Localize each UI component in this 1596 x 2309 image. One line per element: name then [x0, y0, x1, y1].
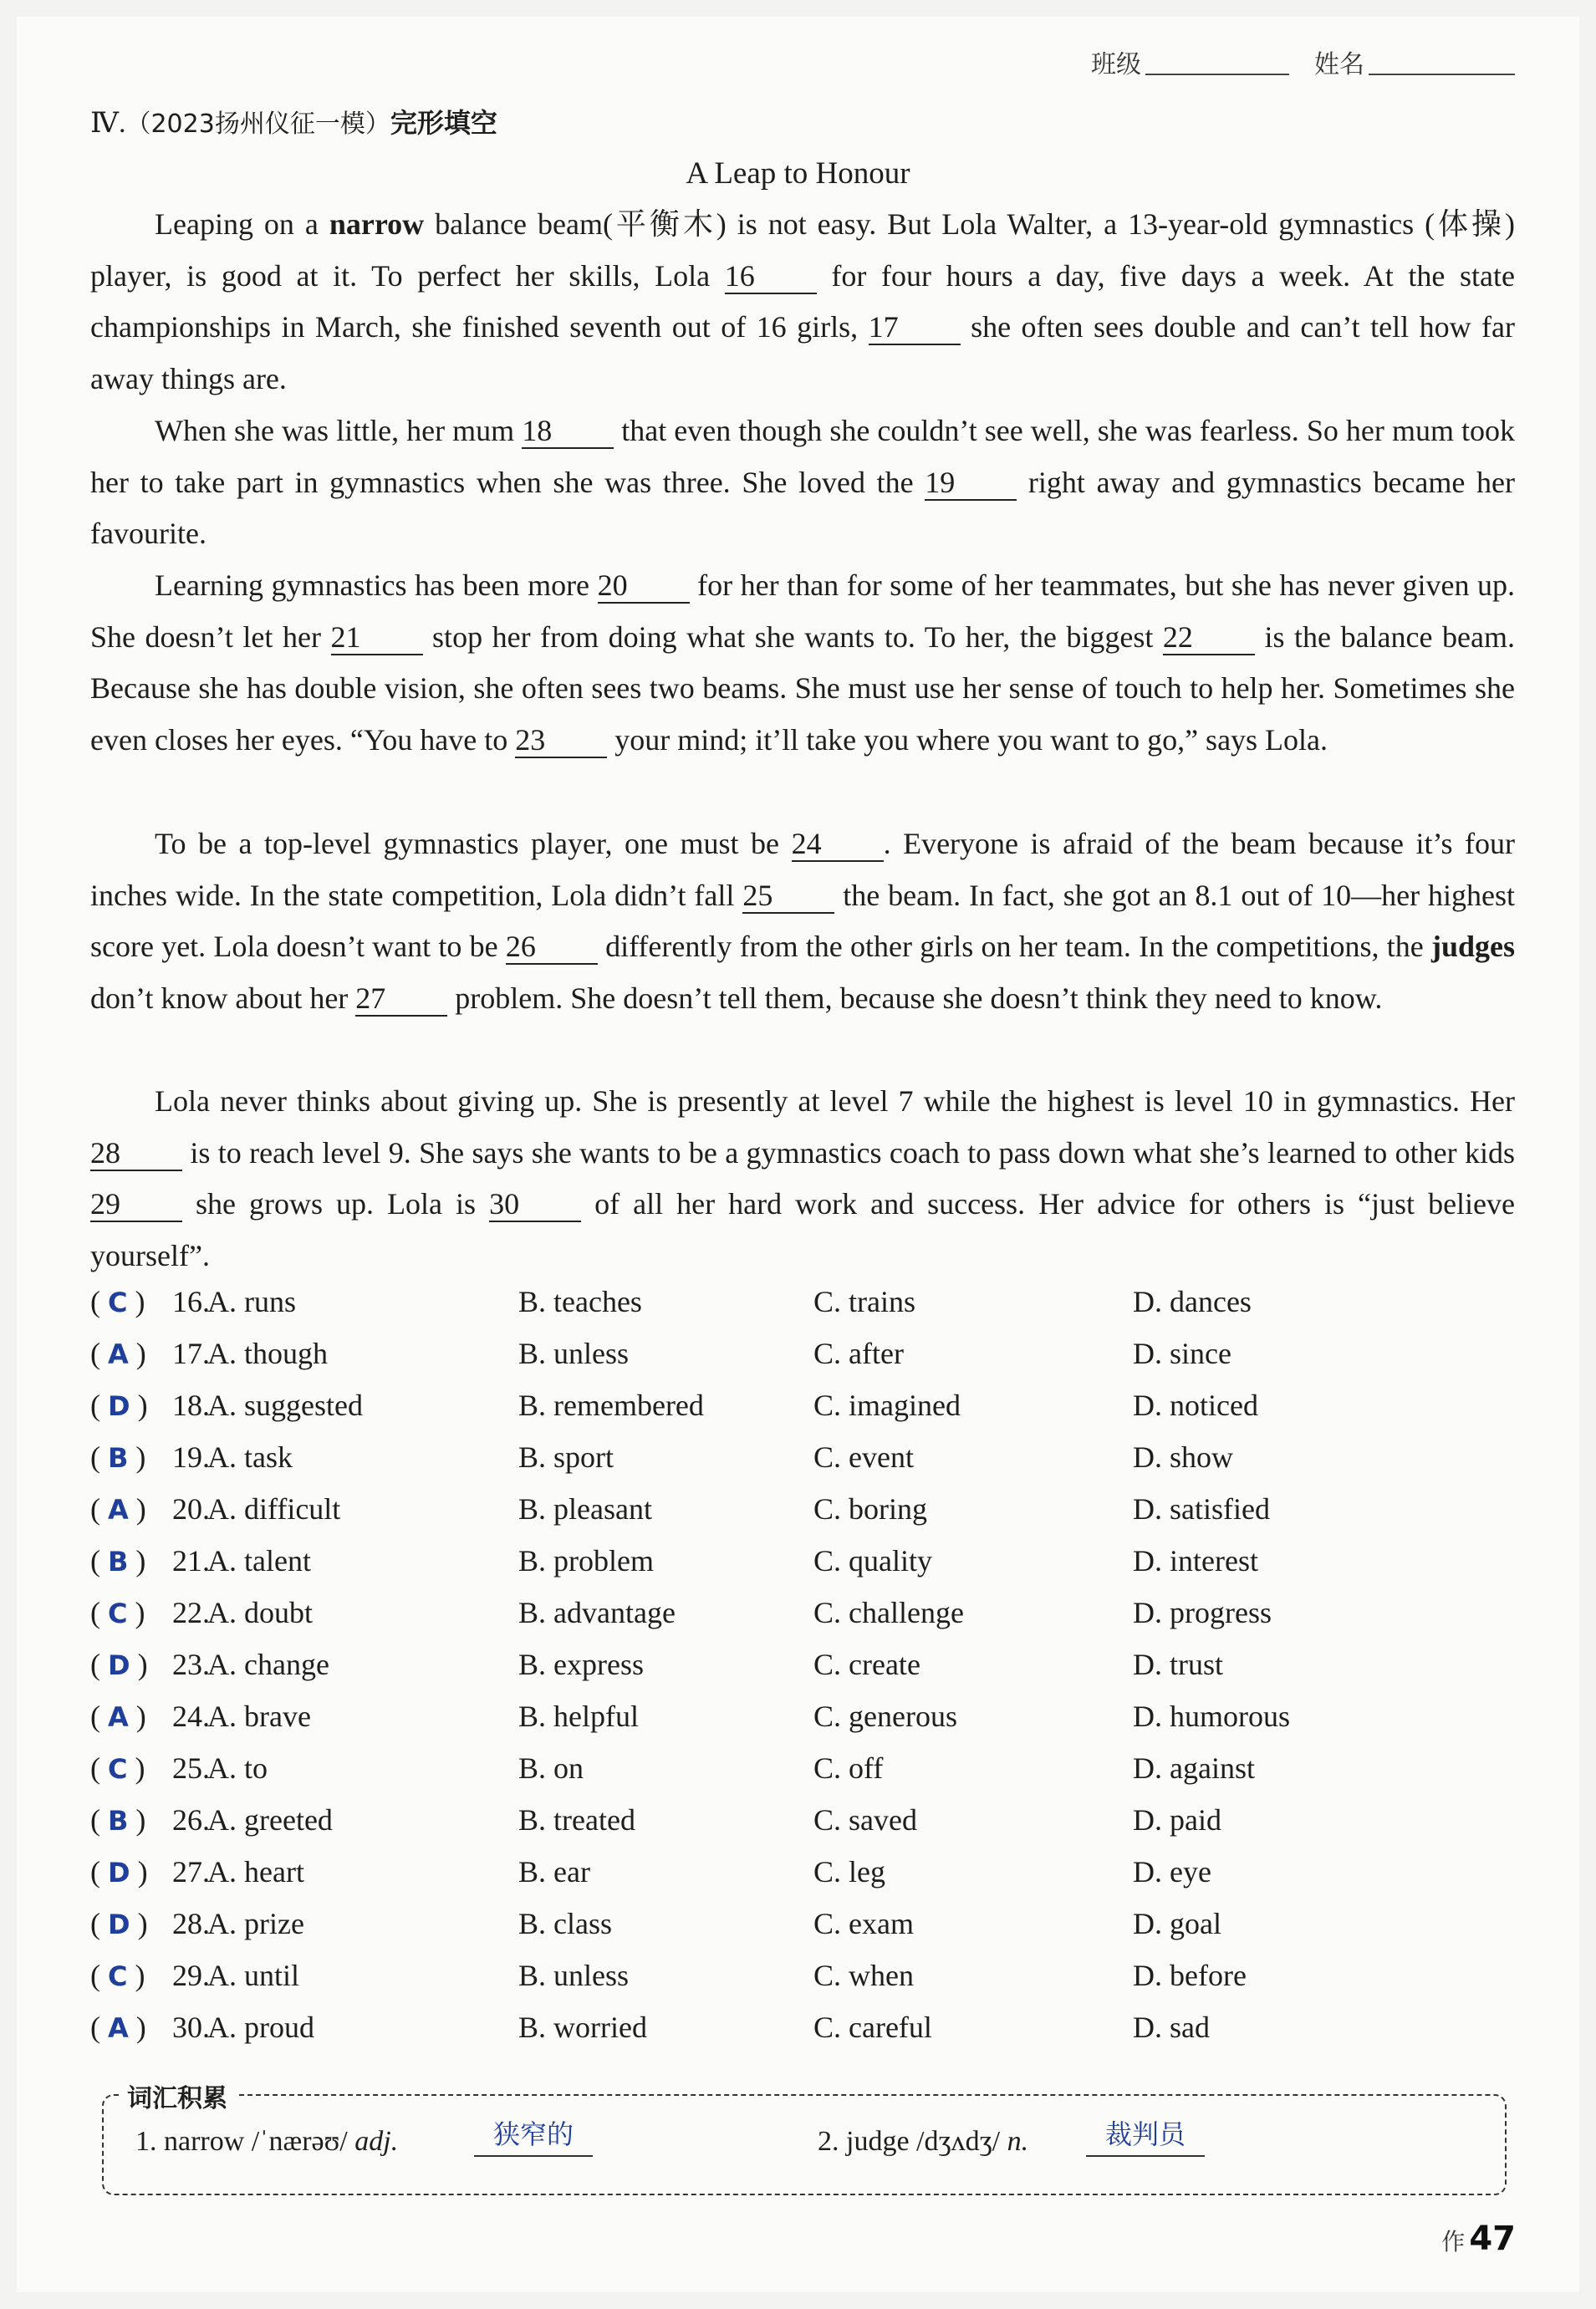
- option-b: B. on: [518, 1751, 584, 1785]
- question-row: [90, 1802, 1528, 1854]
- question-row: [90, 1906, 1528, 1958]
- vocab-word: 2. judge /dʒʌdʒ/: [818, 2126, 1001, 2157]
- paragraph-2: [90, 405, 1515, 560]
- answer-bracket: ( D ): [90, 1389, 148, 1422]
- vocab-word-narrow: narrow: [329, 207, 425, 241]
- answer-letter: A: [108, 1494, 129, 1526]
- question-number: 19.: [172, 1440, 210, 1474]
- section-title: [90, 102, 497, 140]
- option-b: B. ear: [518, 1855, 590, 1888]
- option-c: C. after: [813, 1337, 904, 1370]
- option-d: D. humorous: [1133, 1700, 1290, 1733]
- question-row: [90, 1491, 1528, 1543]
- class-field-line: [1145, 74, 1289, 75]
- option-b: B. treated: [518, 1803, 635, 1837]
- text: the beam. In fact, she got an 8.1 out of 10—her highest score yet. Lola doesn’t want to be: [90, 878, 1515, 964]
- question-number: 24.: [172, 1700, 210, 1733]
- option-a: A. change: [207, 1648, 329, 1681]
- option-c: C. boring: [813, 1492, 928, 1526]
- question-number: 26.: [172, 1803, 210, 1837]
- question-number: 21.: [172, 1544, 210, 1578]
- part-of-speech: adj.: [354, 2126, 399, 2157]
- blank-25: 25: [742, 879, 834, 914]
- option-b: B. teaches: [518, 1285, 642, 1318]
- option-b: B. sport: [518, 1440, 614, 1474]
- vocab-title: 词汇积累: [119, 2077, 236, 2114]
- text: right away and gymnastics became her favourite.: [90, 465, 1515, 551]
- blank-18: 18: [522, 414, 614, 449]
- option-a: A. proud: [207, 2011, 314, 2044]
- text: your mind; it’ll take you where you want to go,” says Lola.: [607, 722, 1328, 757]
- vocab-word: 1. narrow /ˈnærəʊ/: [135, 2126, 348, 2157]
- option-c: C. challenge: [813, 1596, 964, 1629]
- blank-30: 30: [489, 1187, 581, 1222]
- blank-28: 28: [90, 1136, 182, 1171]
- text: To be a top-level gymnastics player, one must be: [155, 827, 792, 860]
- option-d: D. against: [1133, 1751, 1255, 1785]
- text: she grows up. Lola is: [182, 1187, 490, 1221]
- option-b: B. helpful: [518, 1700, 639, 1733]
- option-a: A. greeted: [207, 1803, 333, 1837]
- paragraph-4: [90, 818, 1515, 1024]
- option-a: A. talent: [207, 1544, 311, 1578]
- answer-bracket: ( D ): [90, 1907, 148, 1940]
- answer-letter: C: [108, 1960, 128, 1992]
- option-d: D. dances: [1133, 1285, 1252, 1318]
- option-d: D. interest: [1133, 1544, 1258, 1578]
- option-d: D. sad: [1133, 2011, 1210, 2044]
- name-field-line: [1369, 74, 1515, 75]
- blank-24: 24: [792, 827, 884, 862]
- option-b: B. unless: [518, 1959, 630, 1992]
- text: of all her hard work and success. Her advice for others is “just believe yourself”.: [90, 1187, 1516, 1272]
- question-number: 27.: [172, 1855, 210, 1888]
- paragraph-1: [90, 199, 1515, 405]
- option-b: B. pleasant: [518, 1492, 652, 1526]
- section-type: 完形填空: [390, 107, 497, 139]
- vocab-meaning-judge: 裁判员: [1086, 2115, 1205, 2157]
- option-c: C. off: [813, 1751, 884, 1785]
- question-row: [90, 1699, 1528, 1751]
- text: is to reach level 9. She says she wants to be a gymnastics coach to pass down what she’s learned to other kids: [182, 1135, 1515, 1170]
- answer-letter: B: [108, 1805, 129, 1837]
- option-c: C. create: [813, 1648, 920, 1681]
- option-b: B. class: [518, 1907, 612, 1940]
- option-d: D. trust: [1133, 1648, 1223, 1681]
- option-c: C. imagined: [813, 1389, 961, 1422]
- answer-letter: A: [108, 1701, 129, 1733]
- option-c: C. careful: [813, 2011, 932, 2044]
- blank-23: 23: [515, 723, 607, 758]
- question-number: 25.: [172, 1751, 210, 1785]
- question-number: 16.: [172, 1285, 210, 1318]
- text: is the balance beam. Because she has double vision, she often sees two beams. She must use her sense of touch to help her. Sometimes she even closes her eyes. “You have to: [90, 619, 1515, 757]
- answer-bracket: ( A ): [90, 1492, 146, 1526]
- blank-21: 21: [331, 620, 423, 655]
- option-a: A. to: [207, 1751, 268, 1785]
- question-row: [90, 1854, 1528, 1906]
- question-number: 18.: [172, 1389, 210, 1422]
- answer-bracket: ( C ): [90, 1596, 145, 1629]
- text: balance beam(平衡木) is not easy. But Lola Walter, a 13-year-old gymnastics (体操) player, is good at it. To perfect her skills, Lola: [90, 207, 1515, 293]
- text: don’t know about her: [90, 981, 356, 1015]
- question-number: 17.: [172, 1337, 210, 1370]
- paragraph-5: [90, 1076, 1515, 1282]
- blank-27: 27: [355, 981, 447, 1017]
- answer-letter: C: [108, 1287, 128, 1318]
- answer-bracket: ( D ): [90, 1855, 148, 1888]
- option-d: D. progress: [1133, 1596, 1272, 1629]
- vocab-item-judge: [818, 2126, 1028, 2158]
- option-d: D. show: [1133, 1440, 1234, 1474]
- page-prefix: 作: [1441, 2228, 1466, 2255]
- text: differently from the other girls on her team. In the competitions, the: [597, 930, 1431, 964]
- class-label: 班级: [1091, 50, 1141, 79]
- text: she often sees double and can’t tell how far away things are.: [90, 310, 1515, 395]
- text: stop her from doing what she wants to. To her, the biggest: [422, 619, 1163, 654]
- option-d: D. before: [1133, 1959, 1247, 1992]
- option-c: C. trains: [813, 1285, 915, 1318]
- option-b: B. worried: [518, 2011, 647, 2044]
- answer-letter: D: [108, 1649, 130, 1681]
- option-a: A. suggested: [207, 1389, 363, 1422]
- text: Leaping on a: [155, 207, 329, 241]
- question-row: [90, 1284, 1528, 1336]
- option-c: C. event: [813, 1440, 914, 1474]
- answer-letter: A: [108, 2012, 129, 2044]
- vocab-meaning-narrow: 狭窄的: [474, 2115, 593, 2157]
- question-row: [90, 1958, 1528, 2010]
- option-d: D. paid: [1133, 1803, 1221, 1837]
- question-number: 28.: [172, 1907, 210, 1940]
- option-c: C. generous: [813, 1700, 957, 1733]
- answer-bracket: ( A ): [90, 2011, 146, 2044]
- option-a: A. though: [207, 1337, 328, 1370]
- answer-letter: C: [108, 1598, 128, 1629]
- option-d: D. noticed: [1133, 1389, 1258, 1422]
- section-numeral: Ⅳ.: [90, 108, 126, 139]
- answer-letter: C: [108, 1753, 128, 1785]
- text: Learning gymnastics has been more: [155, 568, 598, 602]
- answer-bracket: ( A ): [90, 1700, 146, 1733]
- paragraph-3: [90, 560, 1515, 766]
- section-source: （2023扬州仪征一模）: [125, 110, 390, 139]
- name-label: 姓名: [1314, 50, 1364, 79]
- question-row: [90, 1388, 1528, 1440]
- option-a: A. brave: [207, 1700, 311, 1733]
- answer-letter: A: [108, 1338, 129, 1370]
- answer-letter: D: [108, 1857, 130, 1888]
- question-row: [90, 2010, 1528, 2062]
- blank-22: 22: [1163, 620, 1255, 655]
- text: Lola never thinks about giving up. She is presently at level 7 while the highest is level 10 in gymnastics. Her: [155, 1084, 1515, 1118]
- option-b: B. advantage: [518, 1596, 676, 1629]
- text: for four hours a day, five days a week. At the state championships in March, she finished seventh out of 16 girls,: [90, 258, 1515, 344]
- blank-17: 17: [869, 310, 961, 345]
- page-number-value: 47: [1469, 2220, 1516, 2258]
- text: that even though she couldn’t see well, she was fearless. So her mum took her to take part in gymnastics when she was three. She loved the: [90, 414, 1516, 499]
- answer-bracket: ( B ): [90, 1440, 146, 1474]
- text: for her than for some of her teammates, but she has never given up. She doesn’t let her: [90, 568, 1515, 654]
- answer-bracket: ( D ): [90, 1648, 148, 1681]
- option-a: A. task: [207, 1440, 293, 1474]
- question-row: [90, 1440, 1528, 1491]
- option-d: D. satisfied: [1133, 1492, 1270, 1526]
- question-row: [90, 1336, 1528, 1388]
- option-b: B. remembered: [518, 1389, 704, 1422]
- question-number: 22.: [172, 1596, 210, 1629]
- part-of-speech: n.: [1007, 2126, 1029, 2157]
- option-b: B. express: [518, 1648, 644, 1681]
- answer-bracket: ( B ): [90, 1544, 146, 1578]
- option-a: A. prize: [207, 1907, 304, 1940]
- answer-letter: B: [108, 1442, 129, 1474]
- option-a: A. heart: [207, 1855, 304, 1888]
- option-a: A. doubt: [207, 1596, 313, 1629]
- answer-letter: D: [108, 1909, 130, 1940]
- blank-26: 26: [506, 930, 598, 965]
- option-b: B. problem: [518, 1544, 654, 1578]
- question-number: 29.: [172, 1959, 210, 1992]
- answer-letter: B: [108, 1546, 129, 1578]
- question-number: 20.: [172, 1492, 210, 1526]
- vocab-word-judges: judges: [1430, 930, 1515, 964]
- option-a: A. difficult: [207, 1492, 341, 1526]
- answer-bracket: ( B ): [90, 1803, 146, 1837]
- blank-29: 29: [90, 1187, 182, 1222]
- option-d: D. since: [1133, 1337, 1231, 1370]
- answer-letter: D: [108, 1390, 130, 1422]
- option-c: C. leg: [813, 1855, 885, 1888]
- option-c: C. quality: [813, 1544, 932, 1578]
- question-row: [90, 1751, 1528, 1802]
- question-row: [90, 1647, 1528, 1699]
- option-c: C. exam: [813, 1907, 914, 1940]
- blank-16: 16: [725, 259, 817, 294]
- vocab-item-narrow: [135, 2126, 398, 2158]
- question-row: [90, 1595, 1528, 1647]
- text: . Everyone is afraid of the beam because it’s four inches wide. In the state competition, Lola didn’t fall: [90, 827, 1515, 912]
- option-a: A. until: [207, 1959, 300, 1992]
- option-d: D. eye: [1133, 1855, 1211, 1888]
- answer-bracket: ( C ): [90, 1959, 145, 1992]
- option-c: C. when: [813, 1959, 914, 1992]
- option-c: C. saved: [813, 1803, 917, 1837]
- answer-bracket: ( A ): [90, 1337, 146, 1370]
- article-title: A Leap to Honour: [686, 156, 910, 191]
- text: When she was little, her mum: [155, 414, 523, 447]
- answer-bracket: ( C ): [90, 1751, 145, 1785]
- option-a: A. runs: [207, 1285, 296, 1318]
- question-number: 23.: [172, 1648, 210, 1681]
- option-b: B. unless: [518, 1337, 630, 1370]
- question-row: [90, 1543, 1528, 1595]
- blank-19: 19: [925, 466, 1017, 501]
- text: problem. She doesn’t tell them, because she doesn’t think they need to know.: [447, 981, 1383, 1015]
- question-number: 30.: [172, 2011, 210, 2044]
- page-number: [1441, 2220, 1516, 2258]
- option-d: D. goal: [1133, 1907, 1221, 1940]
- blank-20: 20: [598, 568, 690, 604]
- answer-bracket: ( C ): [90, 1285, 145, 1318]
